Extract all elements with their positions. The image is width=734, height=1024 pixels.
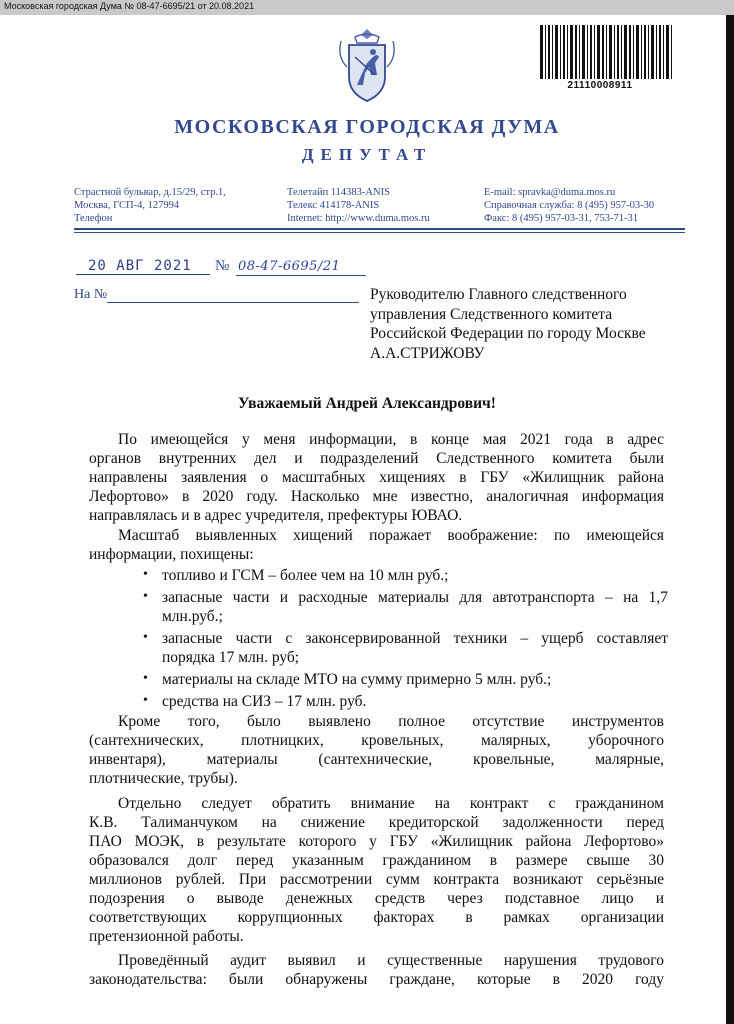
reg-number-line xyxy=(236,275,366,276)
organization-name: МОСКОВСКАЯ ГОРОДСКАЯ ДУМА xyxy=(174,116,560,138)
contact-line: Телетайп 114383-ANIS xyxy=(287,187,390,198)
contact-line: Справочная служба: 8 (495) 957-03-30 xyxy=(484,200,655,211)
contact-line: E-mail: spravka@duma.mos.ru xyxy=(484,187,616,198)
list-item: запасные части с законсервированной техники – ущерб составляет xyxy=(162,630,668,647)
contact-line: Internet: http://www.duma.mos.ru xyxy=(287,213,430,224)
body-line: направлялась и в адрес учредителя, префектуры ЮВАО. xyxy=(89,507,463,524)
barcode-image xyxy=(538,23,674,81)
reply-to-label: На № xyxy=(74,287,108,302)
contact-teletype xyxy=(287,186,430,225)
contact-line: Телекс 414178-ANIS xyxy=(287,200,380,211)
body-line: Отдельно следует обратить внимание на контракт с гражданином xyxy=(118,795,664,812)
contact-line: Телефон xyxy=(74,213,113,224)
contact-line: Страстной бульвар, д.15/29, стр.1, xyxy=(74,187,226,198)
addressee-block xyxy=(370,285,646,363)
reply-to-line xyxy=(107,302,359,303)
body-line: образовался долг перед указанным гражданином в размере свыше 30 xyxy=(89,852,664,869)
body-line: информации, похищены: xyxy=(89,546,254,563)
bullet-icon: • xyxy=(143,630,148,645)
header-divider-thin xyxy=(74,232,685,233)
registration-number: 08-47-6695/21 xyxy=(238,259,341,274)
addressee-line: управления Следственного комитета xyxy=(370,305,613,323)
body-line: ПАО МОЭК, в результате которого у ГБУ «Жилищник района Лефортово» xyxy=(89,833,664,850)
body-line: миллионов рублей. При рассмотрении сумм контракта возникают серьёзные xyxy=(89,871,664,888)
list-item: топливо и ГСМ – более чем на 10 млн руб.; xyxy=(162,567,449,584)
body-line: К.В. Талиманчуком на снижение кредиторской задолженности перед xyxy=(89,814,664,831)
addressee-line: Руководителю Главного следственного xyxy=(370,286,627,303)
list-item: средства на СИЗ – 17 млн. руб. xyxy=(162,693,367,710)
contact-address xyxy=(74,186,226,225)
organization-subtitle: ДЕПУТАТ xyxy=(301,145,433,164)
bullet-icon: • xyxy=(143,671,148,686)
body-line: претензионной работы. xyxy=(89,928,244,945)
body-line: плотнические, трубы). xyxy=(89,770,238,787)
list-item: материалы на складе МТО на сумму примерно 5 млн. руб.; xyxy=(162,671,552,688)
document-header-bar xyxy=(0,0,734,15)
bullet-icon: • xyxy=(143,567,148,582)
body-line: законодательства: были обнаружены граждане, которые в 2020 году xyxy=(89,971,664,988)
letter-page xyxy=(0,15,726,1024)
addressee-line: Российской Федерации по городу Москве xyxy=(370,325,646,342)
document-header-text: Московская городская Дума № 08-47-6695/21 от 20.08.2021 xyxy=(4,1,255,11)
header-divider-thick xyxy=(74,228,685,230)
bullet-icon: • xyxy=(143,693,148,708)
bullet-icon: • xyxy=(143,589,148,604)
body-line: инвентаря), материалы (сантехнические, кровельные, малярные, xyxy=(89,751,664,768)
body-line: направлены заявления о масштабных хищениях в ГБУ «Жилищник района xyxy=(89,469,664,486)
body-line: органов внутренних дел и подразделений Следственного комитета были xyxy=(89,450,664,467)
body-line: соответствующих коррупционных факторах в рамках организации xyxy=(89,909,664,926)
body-line: (сантехнических, плотницких, кровельных, малярных, уборочного xyxy=(89,732,664,749)
greeting: Уважаемый Андрей Александрович! xyxy=(238,395,496,412)
list-item-continuation: порядка 17 млн. руб; xyxy=(162,649,300,666)
body-line: Масштаб выявленных хищений поражает воображение: по имеющейся xyxy=(118,527,664,544)
body-line: Лефортово» в 2020 году. Насколько мне известно, аналогичная информация xyxy=(89,488,664,505)
body-line: Кроме того, было выявлено полное отсутствие инструментов xyxy=(118,713,664,730)
date-stamp: 20 АВГ 2021 xyxy=(88,258,192,274)
contact-email-phone xyxy=(484,186,654,225)
barcode-number: 21110008911 xyxy=(567,80,633,91)
list-item-continuation: млн.руб.; xyxy=(162,608,223,625)
body-line: По имеющейся у меня информации, в конце мая 2021 года в адрес xyxy=(118,431,664,448)
contact-line: Факс: 8 (495) 957-03-31, 753-71-31 xyxy=(484,213,638,224)
addressee-name: А.А.СТРИЖОВУ xyxy=(370,344,485,362)
moscow-coat-of-arms-icon xyxy=(333,27,401,105)
contact-line: Москва, ГСП-4, 127994 xyxy=(74,200,180,211)
body-line: Проведённый аудит выявил и существенные нарушения трудового xyxy=(118,952,664,969)
list-item: запасные части и расходные материалы для автотранспорта – на 1,7 xyxy=(162,589,668,606)
body-line: подозрения о выводе денежных средств через подставное лицо и xyxy=(89,890,664,907)
number-label: № xyxy=(215,258,230,274)
